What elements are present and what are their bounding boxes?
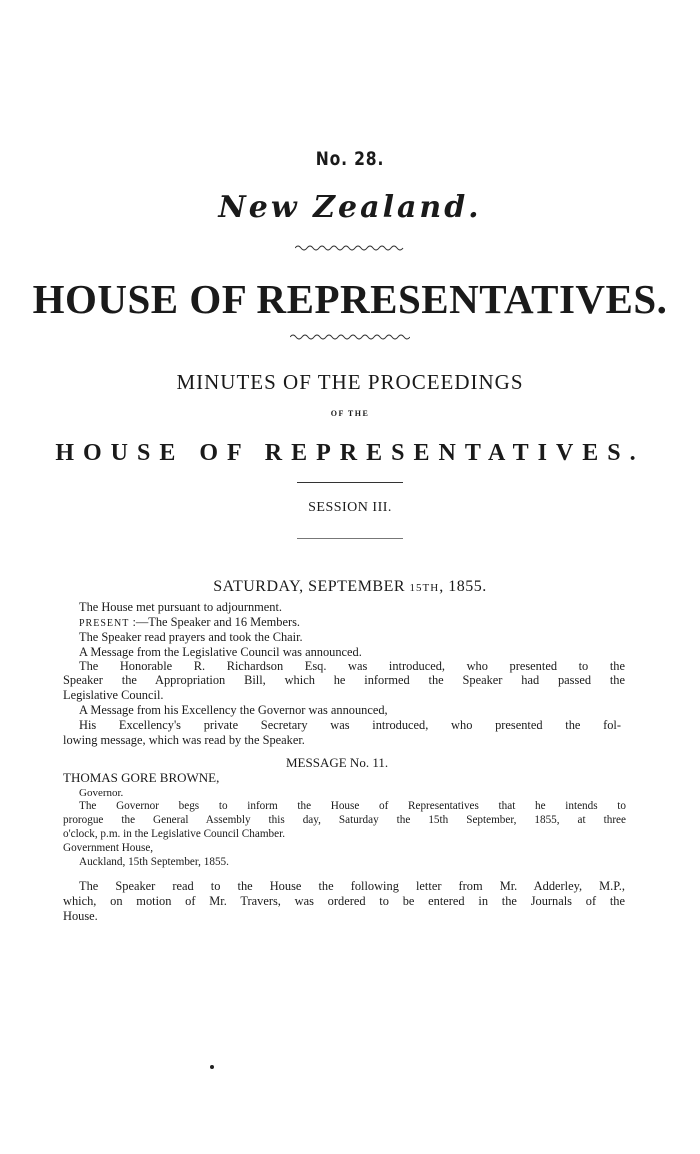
- sitting-date: SATURDAY, SEPTEMBER 15TH, 1855.: [213, 578, 487, 595]
- session-label: SESSION III.: [308, 500, 392, 515]
- proceedings-line: A Message from his Excellency the Governor was announced,: [79, 703, 388, 717]
- message-place: Government House,: [63, 842, 154, 854]
- proceedings-line: Speaker the Appropriation Bill, which he informed the Speaker had passed the: [63, 673, 625, 687]
- proceedings-line: The House met pursuant to adjournment.: [79, 600, 283, 614]
- message-line: prorogue the General Assembly this day, Saturday the 15th September, 1855, at three: [63, 814, 626, 826]
- proceedings-line: Legislative Council.: [63, 688, 164, 702]
- proceedings-line: His Excellency's private Secretary was introduced, who presented the fol-: [79, 718, 621, 732]
- page-mark: [210, 1065, 214, 1069]
- message-line: o'clock, p.m. in the Legislative Council Chamber.: [63, 828, 285, 840]
- message-role: Governor.: [79, 787, 124, 799]
- divider-rule: [297, 482, 403, 483]
- document-number: No. 28.: [315, 148, 385, 170]
- closing-line: The Speaker read to the House the following letter from Mr. Adderley, M.P.,: [79, 879, 625, 893]
- proceedings-line: The Honorable R. Richardson Esq. was introduced, who presented to the: [79, 659, 625, 673]
- proceedings-line: A Message from the Legislative Council was announced.: [79, 645, 362, 659]
- of-the-label: OF THE: [330, 409, 370, 418]
- divider-rule: [297, 538, 403, 539]
- house-title: HOUSE OF REPRESENTATIVES.: [32, 276, 668, 322]
- house-spaced-title: HOUSE OF REPRESENTATIVES.: [55, 440, 645, 466]
- message-signatory: THOMAS GORE BROWNE,: [63, 770, 220, 785]
- closing-line: which, on motion of Mr. Travers, was ordered to be entered in the Journals of the: [63, 894, 625, 908]
- minutes-heading: MINUTES OF THE PROCEEDINGS: [176, 370, 524, 394]
- proceedings-line: PRESENT :—The Speaker and 16 Members.: [79, 615, 301, 629]
- ornament-divider: [0, 333, 700, 341]
- message-heading: MESSAGE No. 11.: [286, 755, 389, 770]
- message-line: The Governor begs to inform the House of Representatives that he intends to: [79, 800, 626, 812]
- message-dated: Auckland, 15th September, 1855.: [79, 856, 229, 868]
- ornament-divider: [0, 244, 700, 252]
- proceedings-line: lowing message, which was read by the Speaker.: [63, 733, 305, 747]
- colony-title: New Zealand.: [218, 190, 482, 225]
- proceedings-line: The Speaker read prayers and took the Chair.: [79, 630, 303, 644]
- closing-line: House.: [63, 909, 98, 923]
